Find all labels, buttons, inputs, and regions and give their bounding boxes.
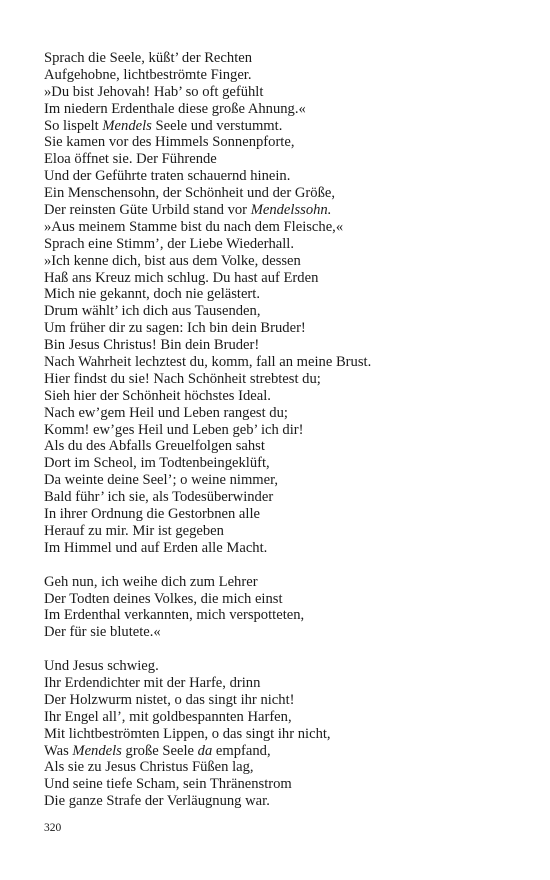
line-text: Im Himmel und auf Erden alle Macht. [44,539,268,556]
line-text: »Aus meinem Stamme bist du nach dem Fleische,« [44,218,344,235]
line-text: Hier findst du sie! Nach Schönheit strebtest du; [44,370,321,387]
line-text: Nach ew’gem Heil und Leben rangest du; [44,404,288,421]
poem-line [44,540,514,557]
poem-line [44,219,514,236]
line-text: Bald führ’ ich sie, als Todesüberwinder [44,489,274,506]
line-text: Der Holzwurm nistet, o das singt ihr nicht! [44,691,295,708]
poem-line [44,320,514,337]
line-text: Nach Wahrheit lechztest du, komm, fall an meine Brust. [44,354,372,371]
line-text: Mit lichtbeströmten Lippen, o das singt ihr nicht, [44,725,331,742]
poem-line [44,776,514,793]
poem-line [44,692,514,709]
line-text: Bin Jesus Christus! Bin dein Bruder! [44,337,260,354]
line-text: Um früher dir zu sagen: Ich bin dein Bruder! [44,320,306,337]
line-text: Seele und verstummt. [151,117,283,134]
line-text: Im niedern Erdenthale diese große Ahnung.« [44,100,306,117]
line-text: Und Jesus schwieg. [44,658,159,675]
line-text: Mich nie gekannt, doch nie gelästert. [44,286,260,303]
line-text: Der für sie blutete.« [44,624,161,641]
line-text: Was [44,742,73,759]
line-text: Ihr Engel all’, mit goldbespannten Harfen, [44,708,292,725]
stanza [44,658,514,810]
poem-line [44,84,514,101]
poem-line [44,118,514,135]
poem-line [44,591,514,608]
line-text: Im Erdenthal verkannten, mich verspotteten, [44,607,305,624]
poem-line [44,388,514,405]
page-number: 320 [44,822,62,834]
poem-line [44,253,514,270]
poem-line [44,793,514,810]
poem-line [44,743,514,760]
line-text: Sie kamen vor des Himmels Sonnenpforte, [44,134,295,151]
poem-line [44,489,514,506]
poem-line [44,371,514,388]
stanza [44,574,514,642]
poem-line [44,405,514,422]
poem-line [44,675,514,692]
poem-line [44,67,514,84]
italic-text: da [197,742,213,759]
poem-line [44,607,514,624]
stanza [44,50,514,557]
line-text: In ihrer Ordnung die Gestorbnen alle [44,506,260,523]
italic-text: Mendels [102,117,152,134]
line-text: Sprach die Seele, küßt’ der Rechten [44,50,253,66]
line-text: Komm! ew’ges Heil und Leben geb’ ich dir! [44,421,304,438]
line-text: empfand, [212,742,271,759]
poem-line [44,455,514,472]
line-text: Sprach eine Stimm’, der Liebe Wiederhall. [44,235,294,252]
line-text: Sieh hier der Schönheit höchstes Ideal. [44,387,271,404]
line-text: Und seine tiefe Scham, sein Thränenstrom [44,776,292,793]
poem-line [44,286,514,303]
poem-line [44,236,514,253]
poem-line [44,658,514,675]
poem-line [44,709,514,726]
line-text: große Seele [121,742,198,759]
line-text: Herauf zu mir. Mir ist gegeben [44,522,224,539]
line-text: Ihr Erdendichter mit der Harfe, drinn [44,674,261,691]
poem-line [44,726,514,743]
poem-line [44,523,514,540]
poem-line [44,101,514,118]
line-text: »Du bist Jehovah! Hab’ so oft gefühlt [44,83,264,100]
italic-text: Mendelssohn. [250,202,332,219]
poem-line [44,185,514,202]
poem-line [44,438,514,455]
poem-line [44,759,514,776]
line-text: Die ganze Strafe der Verläugnung war. [44,793,270,810]
line-text: Als du des Abfalls Greuelfolgen sahst [44,438,265,455]
poem-line [44,624,514,641]
line-text: Der Todten deines Volkes, die mich einst [44,590,283,607]
line-text: Drum wählt’ ich dich aus Tausenden, [44,303,261,320]
line-text: Und der Geführte traten schauernd hinein. [44,168,291,185]
poem-line [44,422,514,439]
poem-line [44,134,514,151]
poem-line [44,303,514,320]
poem-line [44,337,514,354]
line-text: Ein Menschensohn, der Schönheit und der Größe, [44,185,335,202]
poem-line [44,50,514,67]
poem-line [44,202,514,219]
poem-line [44,354,514,371]
line-text: Als sie zu Jesus Christus Füßen lag, [44,759,254,776]
line-text: So lispelt [44,117,103,134]
poem-text [44,50,514,827]
poem-line [44,472,514,489]
poem-line [44,506,514,523]
poem-line [44,168,514,185]
line-text: Geh nun, ich weihe dich zum Lehrer [44,573,258,590]
line-text: Aufgehobne, lichtbeströmte Finger. [44,66,252,83]
line-text: Eloa öffnet sie. Der Führende [44,151,217,168]
poem-line [44,151,514,168]
line-text: Dort im Scheol, im Todtenbeingeklüft, [44,455,270,472]
line-text: Der reinsten Güte Urbild stand vor [44,202,251,219]
poem-line [44,574,514,591]
poem-line [44,270,514,287]
italic-text: Mendels [72,742,122,759]
line-text: Da weinte deine Seel’; o weine nimmer, [44,472,279,489]
line-text: »Ich kenne dich, bist aus dem Volke, dessen [44,252,301,269]
line-text: Haß ans Kreuz mich schlug. Du hast auf Erden [44,269,319,286]
